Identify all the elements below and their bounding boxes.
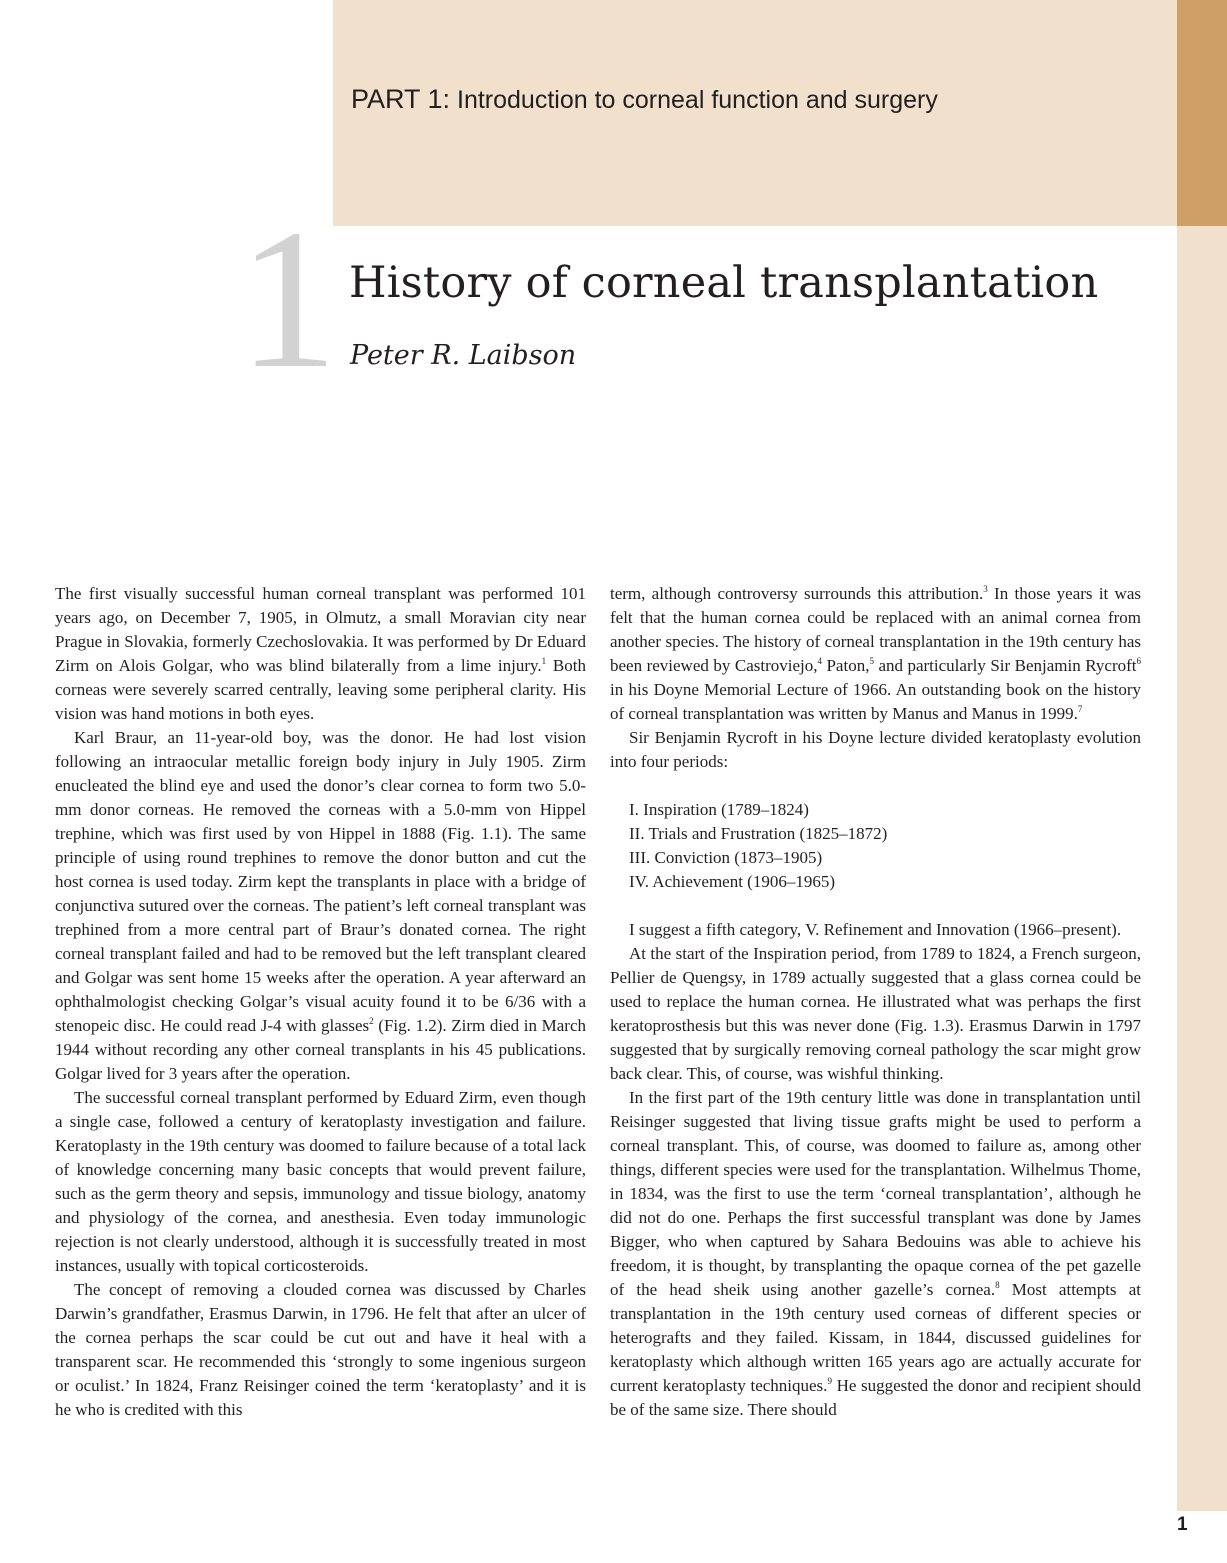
reference-superscript: 3 xyxy=(983,584,988,594)
reference-superscript: 5 xyxy=(869,656,874,666)
paragraph: The concept of removing a clouded cornea was discussed by Charles Darwin’s grandfather, Erasmus Darwin, in 1796. He felt that after an ulcer of the cornea perhaps the scar could be cut out and have it heal with a transparent scar. He recommended this ‘strongly to some ingenious surgeon or oculist.’ In 1824, Franz Reisinger coined the term ‘keratoplasty’ and it is he who is credited with this xyxy=(55,1280,586,1419)
part-title: Introduction to corneal function and surgery xyxy=(450,86,938,114)
list-item: III. Conviction (1873–1905) xyxy=(629,848,823,867)
reference-superscript: 2 xyxy=(369,1016,374,1026)
reference-superscript: 9 xyxy=(827,1376,832,1386)
body-column-right xyxy=(610,582,1141,1422)
reference-superscript: 7 xyxy=(1077,704,1083,714)
paragraph: I suggest a fifth category, V. Refinement and Innovation (1966–present). xyxy=(629,920,1122,939)
chapter-number: 1 xyxy=(238,189,338,410)
paragraph: At the start of the Inspiration period, from 1789 to 1824, a French surgeon, Pellier de Quengsy, in 1789 actually suggested that a glass cornea could be used to replace the human cornea. He illustrated what was perhaps the first keratoprosthesis but this was never done (Fig. 1.3). Erasmus Darwin in 1797 suggested that by surgically removing corneal pathology the scar might grow back clear. This, of course, was wishful thinking. xyxy=(610,944,1141,1083)
reference-superscript: 6 xyxy=(1136,656,1141,666)
reference-superscript: 8 xyxy=(995,1280,1000,1290)
paragraph: The first visually successful human corneal transplant was performed 101 years ago, on December 7, 1905, in Olmutz, a small Moravian city near Prague in Slovakia, formerly Czechoslovakia. It was performed by Dr Eduard Zirm on Alois Golgar, who was blind bilaterally from a lime injury.$^1$ Both corneas were severely scarred centrally, leaving some peripheral clarity. His vision was hand motions in both eyes. xyxy=(55,584,586,723)
reference-superscript: 4 xyxy=(817,656,822,666)
paragraph: Karl Braur, an 11-year-old boy, was the donor. He had lost vision following an intraocular metallic foreign body injury in July 1905. Zirm enucleated the blind eye and used the donor’s clear cornea to form two 5.0-mm donor corneas. He removed the corneas with a 5.0-mm von Hippel trephine, which was first used by von Hippel in 1888 (Fig. 1.1). The same principle of using round trephines to remove the donor button and cut the host cornea is used today. Zirm kept the transplants in place with a bridge of conjunctiva sutured over the corneas. The patient’s left corneal transplant was trephined from a more central part of Braur’s donated cornea. The right corneal transplant failed and had to be removed but the left transplant cleared and Golgar was sent home 15 weeks after the operation. A year afterward an ophthalmologist checking Golgar’s visual acuity found it to be 6/36 with a stenopeic disc. He could read J-4 with glasses$^2$ (Fig. 1.2). Zirm died in March 1944 without recording any other corneal transplants in his 45 publications. Golgar lived for 3 years after the operation. xyxy=(55,728,586,1083)
period-list xyxy=(610,798,1141,894)
part-number: PART 1: xyxy=(351,84,451,114)
list-item: I. Inspiration (1789–1824) xyxy=(629,800,809,819)
side-strip xyxy=(1177,226,1227,1511)
body-column-left xyxy=(55,582,586,1422)
paragraph: Sir Benjamin Rycroft in his Doyne lecture divided keratoplasty evolution into four periods: xyxy=(610,728,1141,771)
paragraph: The successful corneal transplant performed by Eduard Zirm, even though a single case, followed a century of keratoplasty investigation and failure. Keratoplasty in the 19th century was doomed to failure because of a total lack of knowledge concerning many basic concepts that would prevent failure, such as the germ theory and sepsis, immunology and tissue biology, anatomy and physiology of the cornea, and anesthesia. Even today immunologic rejection is not clearly understood, although it is successfully treated in most instances, usually with topical corticosteroids. xyxy=(55,1088,586,1275)
chapter-title: History of corneal transplantation xyxy=(349,258,1099,308)
chapter-author: Peter R. Laibson xyxy=(350,340,577,371)
reference-superscript: 1 xyxy=(541,656,547,666)
page-number: 1 xyxy=(1177,1514,1188,1535)
list-item: II. Trials and Frustration (1825–1872) xyxy=(629,824,888,843)
section-tab xyxy=(1177,0,1227,226)
paragraph: In the first part of the 19th century little was done in transplantation until Reisinger suggested that living tissue grafts might be used to perform a corneal transplant. This, of course, was doomed to failure as, among other things, different species were used for the transplantation. Wilhelmus Thome, in 1834, was the first to use the term ‘corneal transplantation’, although he did not do one. Perhaps the first successful transplant was done by James Bigger, who when captured by Sahara Bedouins was able to achieve his freedom, it is thought, by transplanting the opaque cornea of the pet gazelle of the head sheik using another gazelle’s cornea.$^8$ Most attempts at transplantation in the 19th century used corneas of different species or heterografts and they failed. Kissam, in 1844, discussed guidelines for keratoplasty which although written 165 years ago are actually accurate for current keratoplasty techniques.$^9$ He suggested the donor and recipient should be of the same size. There should xyxy=(610,1088,1141,1419)
paragraph: term, although controversy surrounds this attribution.$^3$ In those years it was felt that the human cornea could be replaced with an animal cornea from another species. The history of corneal transplantation in the 19th century has been reviewed by Castroviejo,$^4$ Paton,$^5$ and particularly Sir Benjamin Rycroft$^6$ in his Doyne Memorial Lecture of 1966. An outstanding book on the history of corneal transplantation was written by Manus and Manus in 1999.$^7$ xyxy=(610,584,1141,723)
list-item: IV. Achievement (1906–1965) xyxy=(629,872,836,891)
part-heading xyxy=(351,84,938,115)
